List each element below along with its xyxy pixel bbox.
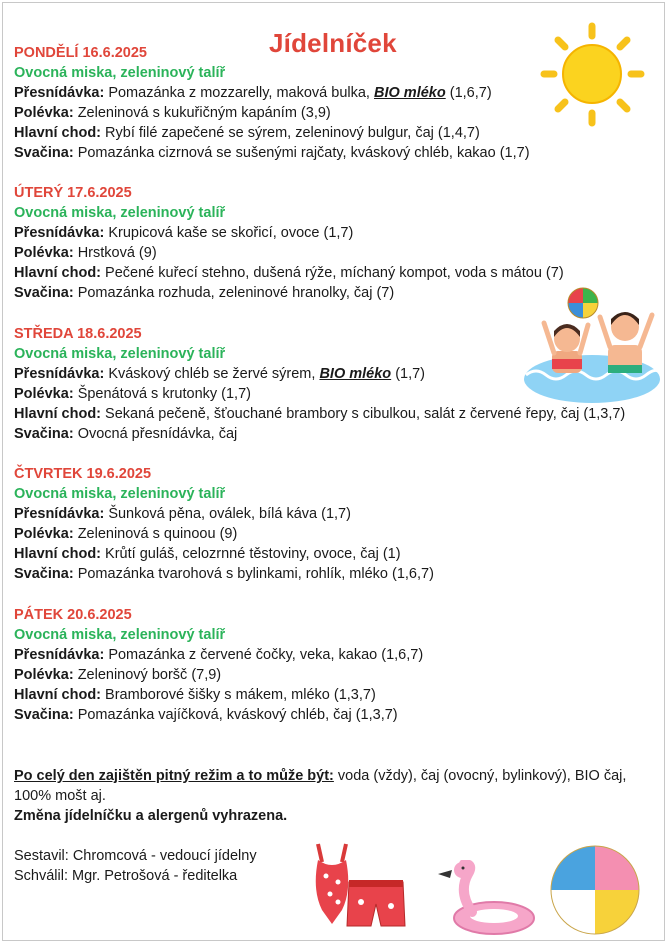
menu-row-snack-pm xyxy=(14,424,654,444)
menu-row-soup xyxy=(14,524,654,544)
menu-row-snack-am xyxy=(14,223,654,243)
row-label: Polévka: xyxy=(14,526,74,542)
beach-ball-small-icon xyxy=(566,286,600,320)
row-text: Rybí filé zapečené se sýrem, zeleninový bulgur, čaj (1,4,7) xyxy=(105,125,480,141)
drinking-label: Po celý den zajištěn pitný režim a to může být: xyxy=(14,768,334,784)
row-label: Polévka: xyxy=(14,386,74,402)
row-label: Svačina: xyxy=(14,566,74,582)
row-label: Hlavní chod: xyxy=(14,406,102,422)
day-heading: PÁTEK 20.6.2025 xyxy=(14,607,132,623)
row-label: Přesnídávka: xyxy=(14,506,105,522)
day-extra: Ovocná miska, zeleninový talíř xyxy=(14,205,226,221)
row-text: Zeleninová s quinoou (9) xyxy=(77,526,238,542)
row-text: Ovocná přesnídávka, čaj xyxy=(77,426,238,442)
row-allergens: (1,6,7) xyxy=(445,85,492,101)
day-heading: ÚTERÝ 17.6.2025 xyxy=(14,185,132,201)
row-text: Krupicová kaše se skořicí, ovoce (1,7) xyxy=(108,225,354,241)
menu-row-soup xyxy=(14,665,654,685)
row-allergens: (1,7) xyxy=(391,366,426,382)
row-text: Pomazánka rozhuda, zeleninové hranolky, čaj (7) xyxy=(77,285,395,301)
bio-milk-label: BIO mléko xyxy=(319,366,392,382)
menu-row-main xyxy=(14,544,654,564)
row-text: Krůtí guláš, celozrnné těstoviny, ovoce, čaj (1) xyxy=(105,546,401,562)
row-label: Hlavní chod: xyxy=(14,265,102,281)
flamingo-float-icon xyxy=(432,860,536,938)
day-extra: Ovocná miska, zeleninový talíř xyxy=(14,346,226,362)
menu-row-main xyxy=(14,263,654,283)
row-label: Hlavní chod: xyxy=(14,687,102,703)
day-heading: STŘEDA 18.6.2025 xyxy=(14,326,142,342)
day-heading: PONDĚLÍ 16.6.2025 xyxy=(14,45,147,61)
row-text: Pomazánka tvarohová s bylinkami, rohlík, mléko (1,6,7) xyxy=(77,566,434,582)
row-text: Pomazánka z mozzarelly, maková bulka, xyxy=(108,85,374,101)
menu-row-main xyxy=(14,685,654,705)
row-label: Polévka: xyxy=(14,105,74,121)
row-label: Svačina: xyxy=(14,285,74,301)
bio-milk-label: BIO mléko xyxy=(374,85,446,101)
drinking-text-2: 100% mošt aj. xyxy=(14,788,106,804)
row-label: Přesnídávka: xyxy=(14,85,105,101)
row-text: Sekaná pečeně, šťouchané brambory s cibulkou, salát z červené řepy, čaj (1,3,7) xyxy=(105,406,626,422)
row-label: Svačina: xyxy=(14,707,74,723)
row-text: Zeleninová s kukuřičným kapáním (3,9) xyxy=(77,105,331,121)
day-extra: Ovocná miska, zeleninový talíř xyxy=(14,627,226,643)
row-label: Přesnídávka: xyxy=(14,225,105,241)
day-block-friday xyxy=(14,605,654,725)
drinking-text: voda (vždy), čaj (ovocný, bylinkový), BIO čaj, xyxy=(333,768,627,784)
row-text: Pomazánka vajíčková, kváskový chléb, čaj (1,3,7) xyxy=(77,707,398,723)
menu-row-snack-pm xyxy=(14,705,654,725)
menu-row-snack-pm xyxy=(14,143,654,163)
compiled-by: Sestavil: Chromcová - vedoucí jídelny xyxy=(14,848,257,864)
beach-ball-icon xyxy=(548,843,642,937)
day-heading: ČTVRTEK 19.6.2025 xyxy=(14,466,152,482)
row-label: Polévka: xyxy=(14,245,74,261)
row-text: Zeleninový boršč (7,9) xyxy=(77,667,222,683)
sun-icon xyxy=(540,22,645,127)
row-text: Hrstková (9) xyxy=(77,245,157,261)
row-text: Pomazánka z červené čočky, veka, kakao (1,6,7) xyxy=(108,647,424,663)
page-title: Jídelníček xyxy=(269,28,397,58)
row-text: Pečené kuřecí stehno, dušená rýže, míchaný kompot, voda s mátou (7) xyxy=(105,265,564,281)
row-text: Špenátová s krutonky (1,7) xyxy=(77,386,251,402)
row-label: Hlavní chod: xyxy=(14,125,102,141)
approved-by: Schválil: Mgr. Petrošová - ředitelka xyxy=(14,868,238,884)
menu-row-snack-am xyxy=(14,645,654,665)
row-label: Polévka: xyxy=(14,667,74,683)
menu-row-main xyxy=(14,404,654,424)
day-extra: Ovocná miska, zeleninový talíř xyxy=(14,486,226,502)
row-label: Přesnídávka: xyxy=(14,366,105,382)
row-label: Přesnídávka: xyxy=(14,647,105,663)
menu-row-soup xyxy=(14,243,654,263)
row-text: Bramborové šišky s mákem, mléko (1,3,7) xyxy=(105,687,376,703)
swim-shorts-icon xyxy=(345,876,407,932)
menu-row-snack-am xyxy=(14,504,654,524)
day-block-thursday xyxy=(14,464,654,584)
day-extra: Ovocná miska, zeleninový talíř xyxy=(14,65,226,81)
row-label: Svačina: xyxy=(14,145,74,161)
day-block-tuesday xyxy=(14,183,654,303)
menu-row-snack-pm xyxy=(14,564,654,584)
row-text: Šunková pěna, oválek, bílá káva (1,7) xyxy=(108,506,351,522)
row-text: Kváskový chléb se žervé sýrem, xyxy=(108,366,320,382)
drinking-regime-note xyxy=(14,766,654,806)
row-label: Hlavní chod: xyxy=(14,546,102,562)
change-note: Změna jídelníčku a alergenů vyhrazena. xyxy=(14,808,288,824)
row-label: Svačina: xyxy=(14,426,74,442)
row-text: Pomazánka cizrnová se sušenými rajčaty, kváskový chléb, kakao (1,7) xyxy=(77,145,530,161)
